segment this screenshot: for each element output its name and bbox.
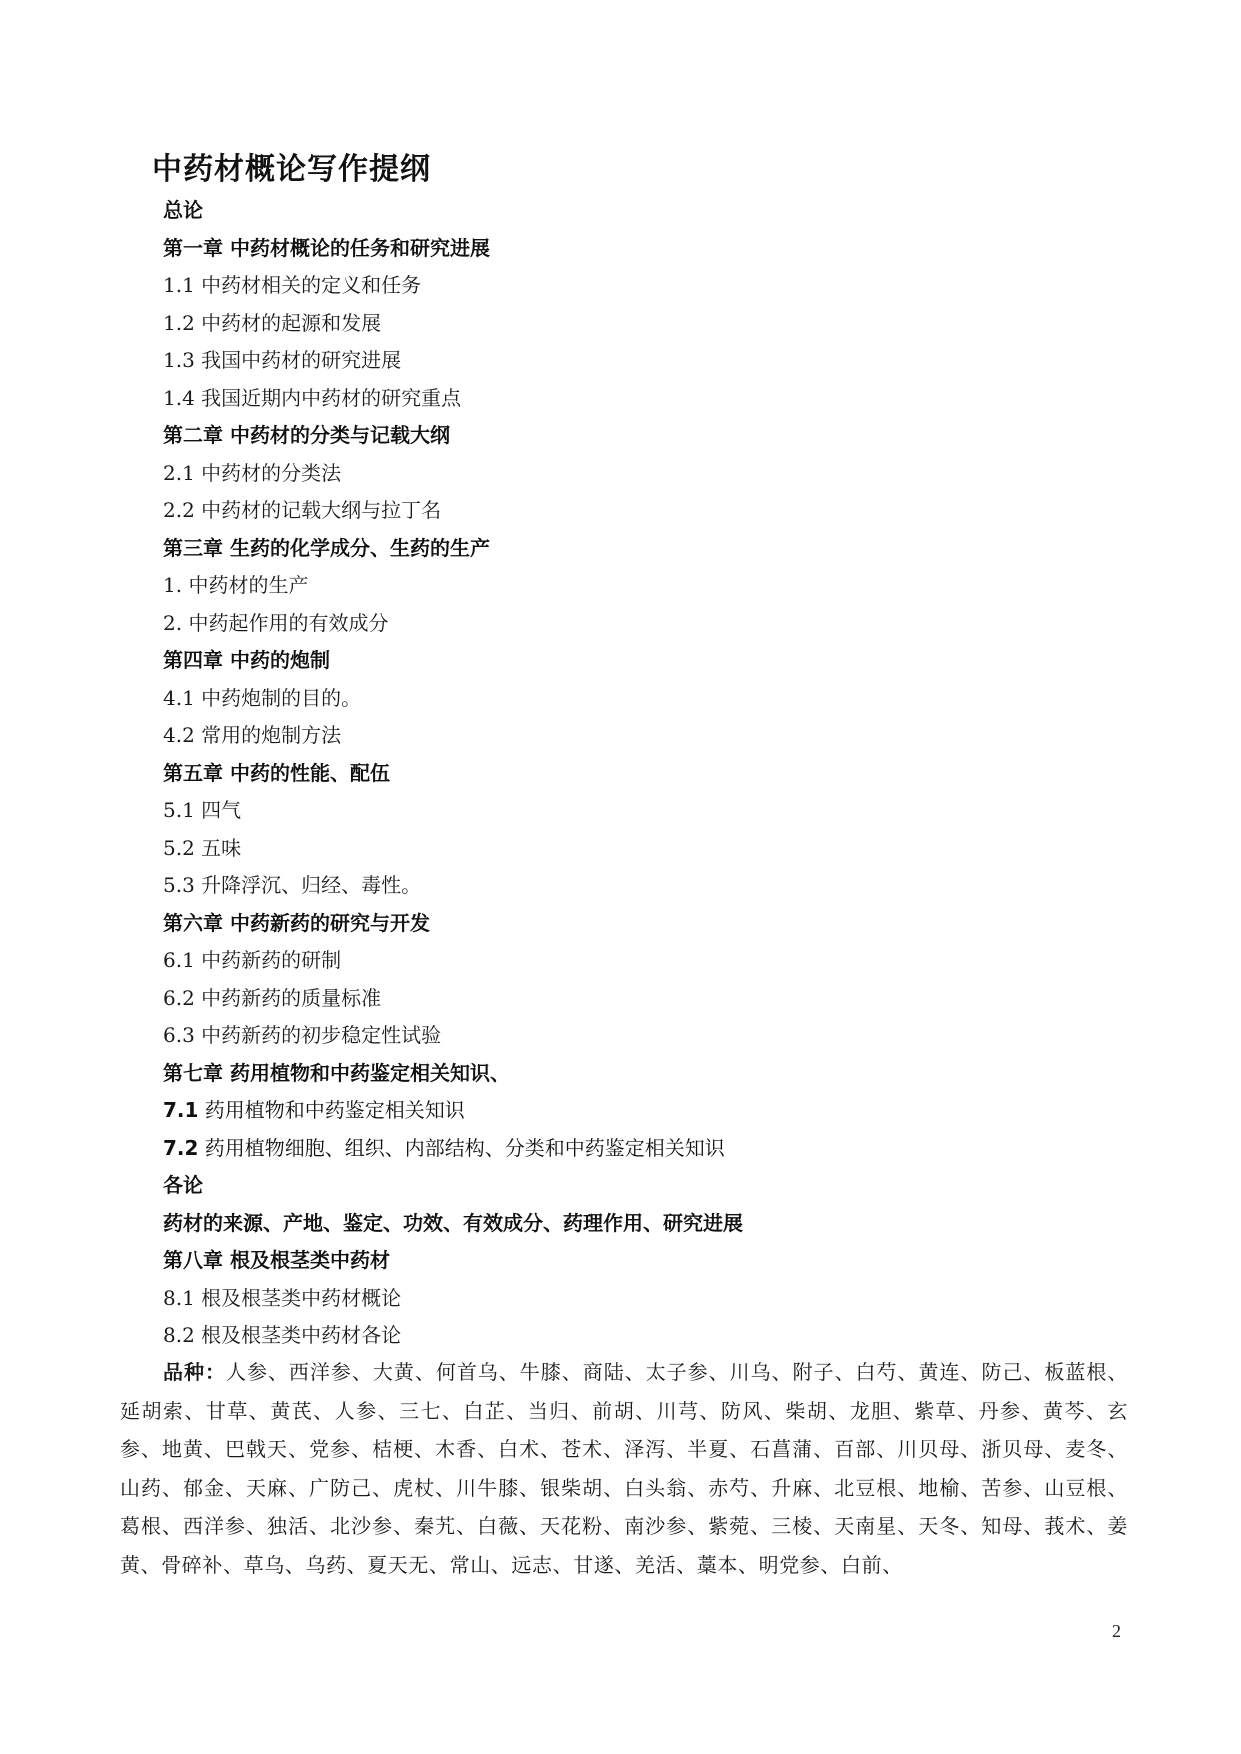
outline-heading: 药材的来源、产地、鉴定、功效、有效成分、药理作用、研究进展 [163, 1210, 743, 1235]
outline-item: 8.2 根及根茎类中药材各论 [163, 1323, 402, 1347]
outline-item: 4.2 常用的炮制方法 [163, 723, 342, 747]
outline-heading: 第五章 中药的性能、配伍 [163, 760, 390, 785]
outline-heading: 第二章 中药材的分类与记载大纲 [163, 423, 450, 447]
outline-item: 6.1 中药新药的研制 [163, 948, 342, 972]
outline-item: 2.1 中药材的分类法 [163, 460, 342, 485]
outline-item: 4.1 中药炮制的目的。 [163, 685, 362, 710]
outline-item-number: 7.1 [163, 1098, 199, 1122]
outline-item-text: 药用植物和中药鉴定相关知识 [198, 1098, 465, 1122]
outline-item [163, 1092, 743, 1130]
outline-item: 1.3 我国中药材的研究进展 [163, 348, 402, 372]
document-title: 中药材概论写作提纲 [152, 152, 431, 187]
outline-item-number: 7.2 [163, 1135, 199, 1160]
outline-item: 5.1 四气 [163, 798, 242, 822]
varieties-label: 品种： [163, 1360, 226, 1384]
outline-heading: 第一章 中药材概论的任务和研究进展 [163, 235, 490, 260]
outline-heading: 第四章 中药的炮制 [163, 648, 330, 672]
outline-item: 1.1 中药材相关的定义和任务 [163, 273, 422, 297]
outline-item: 2. 中药起作用的有效成分 [163, 610, 389, 635]
outline-item: 5.2 五味 [163, 835, 242, 860]
outline-heading: 总论 [163, 198, 203, 222]
outline-heading: 第七章 药用植物和中药鉴定相关知识、 [163, 1060, 510, 1085]
outline-list [163, 192, 743, 1355]
outline-item: 5.3 升降浮沉、归经、毒性。 [163, 873, 422, 897]
outline-item-text: 药用植物细胞、组织、内部结构、分类和中药鉴定相关知识 [198, 1135, 725, 1160]
outline-item: 1.4 我国近期内中药材的研究重点 [163, 385, 462, 410]
page-number: 2 [1112, 1621, 1121, 1641]
outline-item: 8.1 根及根茎类中药材概论 [163, 1285, 402, 1310]
outline-heading: 第六章 中药新药的研究与开发 [163, 910, 430, 935]
outline-item [163, 1130, 743, 1168]
outline-heading: 第八章 根及根茎类中药材 [163, 1248, 390, 1272]
outline-item: 2.2 中药材的记载大纲与拉丁名 [163, 498, 442, 522]
outline-item: 1. 中药材的生产 [163, 573, 309, 597]
outline-item: 6.2 中药新药的质量标准 [163, 985, 382, 1010]
varieties-paragraph [120, 1353, 1128, 1584]
varieties-text: 人参、西洋参、大黄、何首乌、牛膝、商陆、太子参、川乌、附子、白芍、黄连、防己、板蓝根、延胡索、甘草、黄芪、人参、三七、白芷、当归、前胡、川芎、防风、柴胡、龙胆、紫草、丹参、黄芩、玄参、地黄、巴戟天、党参、桔梗、木香、白术、苍术、泽泻、半夏、石菖蒲、百部、川贝母、浙贝母、麦冬、山药、郁金、天麻、广防己、虎杖、川牛膝、银柴胡、白头翁、赤芍、升麻、北豆根、地榆、苦参、山豆根、葛根、西洋参、独活、北沙参、秦艽、白薇、天花粉、南沙参、紫菀、三棱、天南星、天冬、知母、莪术、姜黄、骨碎补、草乌、乌药、夏天无、常山、远志、甘遂、羌活、藁本、明党参、白前、 [120, 1360, 1128, 1577]
outline-heading: 各论 [163, 1173, 203, 1197]
outline-heading: 第三章 生药的化学成分、生药的生产 [163, 535, 490, 560]
outline-item: 1.2 中药材的起源和发展 [163, 310, 382, 335]
outline-item: 6.3 中药新药的初步稳定性试验 [163, 1023, 442, 1047]
